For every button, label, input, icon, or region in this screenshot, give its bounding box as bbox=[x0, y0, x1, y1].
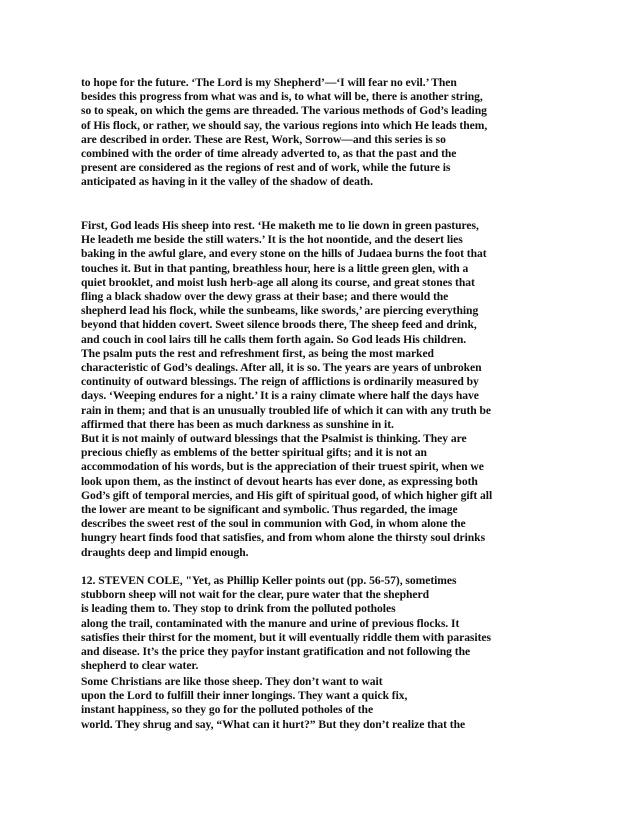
text-line: continuity of outward blessings. The reign of afflictions is ordinarily measured by bbox=[81, 375, 479, 389]
text-line: besides this progress from what was and is, to what will be, there is another string, bbox=[81, 90, 483, 104]
text-line: God’s gift of temporal mercies, and His gift of spiritual good, of which higher gift all bbox=[81, 488, 493, 502]
text-line: hungry heart finds food that satisfies, and from whom alone the thirsty soul drinks bbox=[81, 531, 486, 545]
text-line: so to speak, on which the gems are threaded. The various methods of God’s leading bbox=[81, 104, 487, 118]
text-line: quiet brooklet, and moist lush herb-age all along its course, and great stones that bbox=[81, 275, 475, 289]
text-line: anticipated as having in it the valley of the shadow of death. bbox=[81, 175, 373, 189]
text-line: and disease. It’s the price they payfor instant gratification and not following the bbox=[81, 645, 471, 659]
paragraph-god-leads-into-rest bbox=[81, 219, 571, 560]
text-line: of His flock, or rather, we should say, the various regions into which He leads them, bbox=[81, 118, 488, 132]
text-line: combined with the order of time already adverted to, as that the past and the bbox=[81, 147, 457, 161]
text-line: present are considered as the regions of rest and of work, while the future is bbox=[81, 161, 451, 175]
text-line: world. They shrug and say, “What can it hurt?” But they don’t realize that the bbox=[81, 717, 466, 731]
text-line: First, God leads His sheep into rest. ‘He maketh me to lie down in green pastures, bbox=[81, 219, 479, 232]
text-line: to hope for the future. ‘The Lord is my Shepherd’—‘I will fear no evil.’ Then bbox=[81, 76, 457, 89]
text-line: 12. STEVEN COLE, "Yet, as Phillip Keller points out (pp. 56-57), sometimes bbox=[81, 574, 457, 587]
text-line: the lower are meant to be significant and symbolic. Thus regarded, the image bbox=[81, 503, 458, 517]
text-line: are described in order. These are Rest, Work, Sorrow—and this series is so bbox=[81, 132, 446, 146]
text-line: Some Christians are like those sheep. They don’t want to wait bbox=[81, 675, 383, 688]
text-line: shepherd lead his flock, while the sunbeams, like swords,’ are piercing everything bbox=[81, 304, 479, 318]
text-line: characteristic of God’s dealings. After all, it is so. The years are years of unbroken bbox=[81, 361, 482, 375]
paragraph-steven-cole-quote bbox=[81, 574, 571, 673]
text-line: affirmed that there has been as much darkness as sunshine in it. bbox=[81, 417, 394, 431]
text-line: fling a black shadow over the dewy grass at their base; and there would the bbox=[81, 290, 449, 304]
text-line: days. ‘Weeping endures for a night.’ It is a rainy climate where half the days have bbox=[81, 389, 479, 403]
text-line: satisfies their thirst for the moment, but it will eventually riddle them with parasites bbox=[81, 630, 491, 644]
text-line: beyond that hidden covert. Sweet silence broods there, The sheep feed and drink, bbox=[81, 318, 477, 332]
text-line: The psalm puts the rest and refreshment first, as being the most marked bbox=[81, 346, 434, 360]
text-line: rain in them; and that is an unusually troubled life of which it can with any truth be bbox=[81, 403, 492, 417]
text-line: touches it. But in that panting, breathless hour, here is a little green glen, with a bbox=[81, 261, 469, 275]
text-line: instant happiness, so they go for the polluted potholes of the bbox=[81, 703, 374, 717]
paragraph-progress-string bbox=[81, 76, 571, 190]
text-line: look upon them, as the instinct of devout hearts has ever done, as expressing both bbox=[81, 474, 478, 488]
text-line: draughts deep and limpid enough. bbox=[81, 545, 249, 559]
text-line: and couch in cool lairs till he calls them forth again. So God leads His children. bbox=[81, 332, 467, 346]
text-line: stubborn sheep will not wait for the clear, pure water that the shepherd bbox=[81, 588, 429, 602]
text-line: accommodation of his words, but is the appreciation of their truest spirit, when we bbox=[81, 460, 484, 474]
text-line: is leading them to. They stop to drink from the polluted potholes bbox=[81, 602, 396, 616]
text-line: baking in the awful glare, and every stone on the hills of Judaea burns the foot that bbox=[81, 247, 487, 261]
text-line: describes the sweet rest of the soul in communion with God, in whom alone the bbox=[81, 517, 466, 531]
text-line: But it is not mainly of outward blessings that the Psalmist is thinking. They are bbox=[81, 432, 467, 446]
paragraph-christians-like-sheep bbox=[81, 675, 571, 732]
text-line: along the trail, contaminated with the manure and urine of previous flocks. It bbox=[81, 616, 460, 630]
text-line: shepherd to clear water. bbox=[81, 659, 199, 673]
text-line: precious chiefly as emblems of the better spiritual gifts; and it is not an bbox=[81, 446, 427, 460]
text-line: He leadeth me beside the still waters.’ It is the hot noontide, and the desert lies bbox=[81, 233, 463, 247]
text-line: upon the Lord to fulfill their inner longings. They want a quick fix, bbox=[81, 689, 408, 703]
